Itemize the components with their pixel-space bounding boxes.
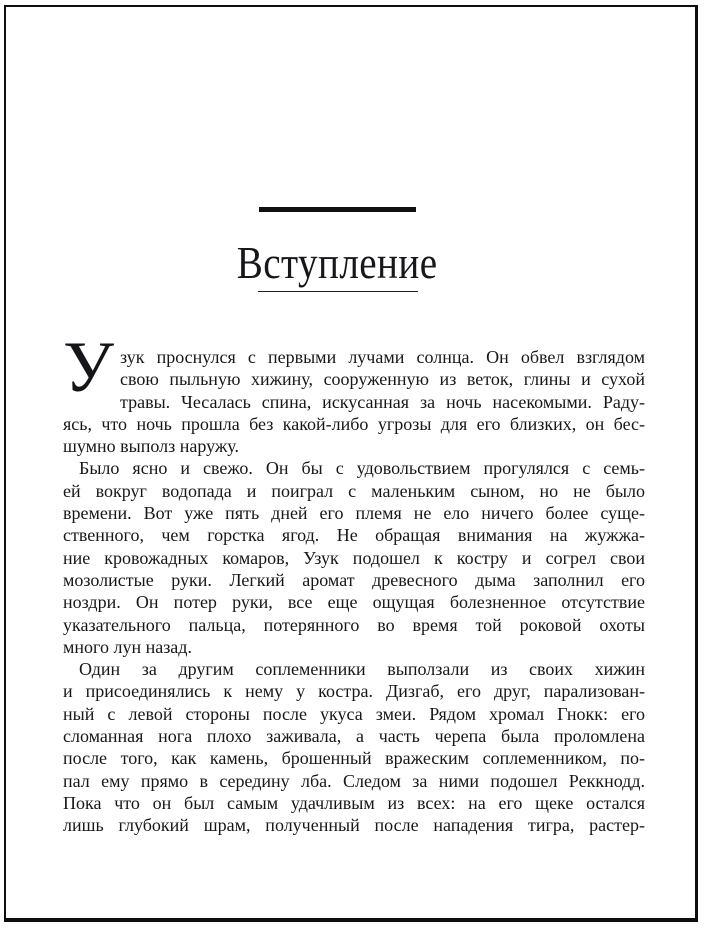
paragraph xyxy=(63,327,645,457)
text-line: ный с левой стороны после укуса змеи. Рядом хромал Гнокк: его xyxy=(63,703,645,724)
text-line: ей вокруг водопада и поиграл с маленьким сыном, но не было xyxy=(63,480,645,501)
text-line: ние кровожадных комаров, Узук подошел к костру и согрел свои xyxy=(63,547,645,568)
text-line: ноздри. Он потер руки, все еще ощущая болезненное отсутствие xyxy=(63,592,645,613)
text-line: Пока что он был самым удачливым из всех: на его щеке остался xyxy=(63,792,645,813)
paragraph xyxy=(63,457,645,658)
text-line: ясь, что ночь прошла без какой-либо угрозы для его близких, он бес- xyxy=(63,413,645,434)
text-line: времени. Вот уже пять дней его племя не ело ничего более суще- xyxy=(63,503,645,524)
text-line: указательного пальца, потерянного во время той роковой охоты xyxy=(63,614,645,635)
text-line: шумно выполз наружу. xyxy=(63,436,240,457)
text-line: свою пыльную хижину, сооруженную из веток, глины и сухой xyxy=(120,369,645,390)
paragraph xyxy=(63,658,645,836)
text-line: Один за другим соплеменники выползали из своих хижин xyxy=(79,659,645,680)
body-text xyxy=(63,327,645,837)
text-line: лишь глубокий шрам, полученный после нападения тигра, растер- xyxy=(63,815,645,836)
text-line: сломанная нога плохо заживала, а часть черепа была проломлена xyxy=(63,726,645,747)
text-line: травы. Чесалась спина, искусанная за ночь насекомыми. Раду- xyxy=(120,391,645,412)
text-line: после того, как камень, брошенный вражеским соплеменником, по- xyxy=(63,748,645,769)
drop-cap: У xyxy=(63,327,114,407)
chapter-title xyxy=(137,237,537,288)
text-line: и присоединялись к нему у костра. Дизгаб, его друг, парализован- xyxy=(63,681,645,702)
text-line: зук проснулся с первыми лучами солнца. Он обвел взглядом xyxy=(120,347,645,367)
text-line: ственного, чем горстка ягод. Не обращая внимания на жужжа- xyxy=(63,525,645,546)
chapter-title-text: Вступление xyxy=(236,237,438,288)
text-line: много лун назад. xyxy=(63,636,192,657)
text-line: пал ему прямо в середину лба. Следом за ними подошел Реккнодд. xyxy=(63,770,645,791)
text-line: мозолистые руки. Легкий аромат древесного дыма заполнил его xyxy=(63,569,645,590)
text-line: Было ясно и свежо. Он бы с удовольствием прогулялся с семь- xyxy=(79,458,645,479)
chapter-title-underline xyxy=(258,291,418,292)
chapter-heading-rule xyxy=(259,207,416,212)
